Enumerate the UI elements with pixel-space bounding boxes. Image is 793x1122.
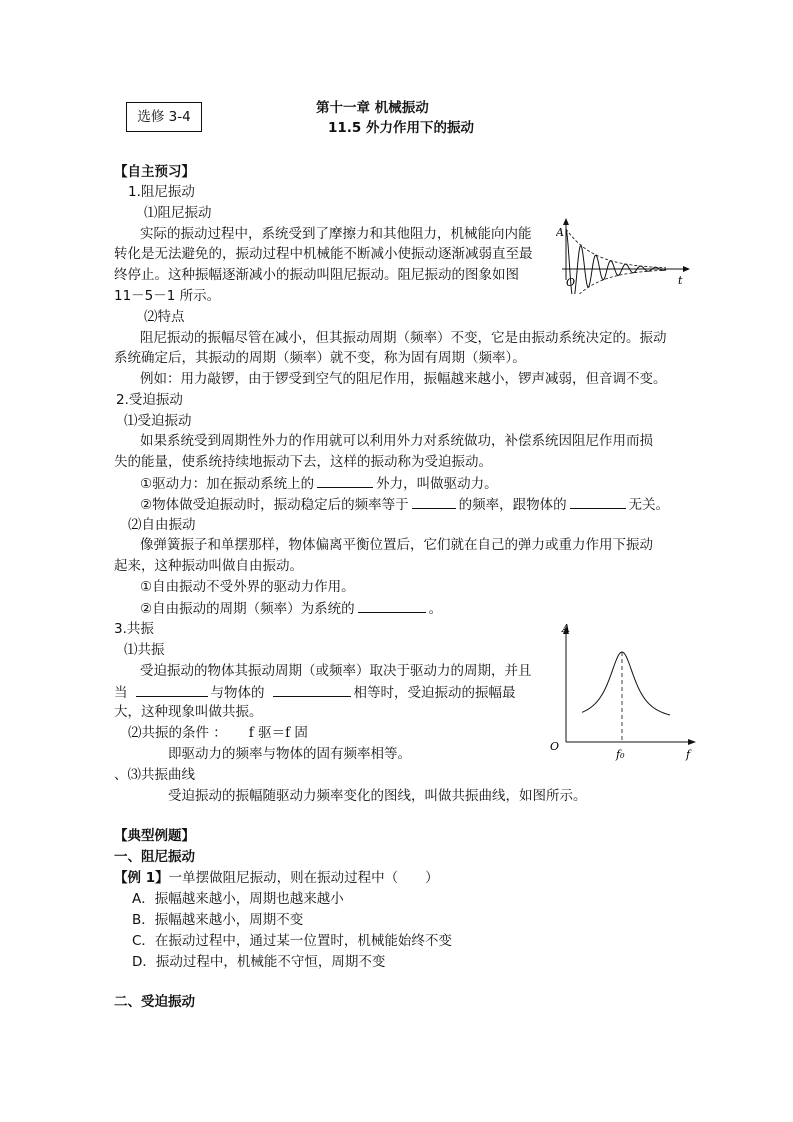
subsection-heading: ⑵共振的条件 ： f 驱＝f 固 [128, 725, 308, 741]
paragraph-line: 如果系统受到周期性外力的作用就可以利用外力对系统做功，补偿系统因阻尼作用而损 [140, 433, 653, 449]
subsection-heading: ⑵自由振动 [128, 517, 196, 533]
paragraph-line: 受迫振动的物体其振动周期（或频率）取决于驱动力的周期，并且 [140, 663, 532, 679]
damped-wave-curve [566, 229, 666, 294]
paragraph-line: 大，这种现象叫做共振。 [114, 704, 263, 720]
x-axis-arrow-icon [688, 739, 696, 745]
section-2-heading: 2.受迫振动 [116, 392, 183, 408]
example-subheading: 二、受迫振动 [114, 994, 195, 1010]
chapter-title: 第十一章 机械振动 [316, 100, 429, 116]
option-d[interactable]: D．振动过程中，机械能不守恒，周期不变 [132, 954, 386, 970]
answer-blank[interactable] [136, 682, 208, 697]
paragraph-line: 转化是无法避免的，振动过程中机械能不断减小使振动逐渐减弱直至最 [114, 246, 533, 262]
option-a[interactable]: A．振幅越来越小，周期也越来越小 [132, 891, 344, 907]
question-label: 【例 1】 [114, 870, 169, 886]
paragraph-line: 阻尼振动的振幅尽管在减小，但其振动周期（频率）不变，它是由振动系统决定的。振动 [140, 330, 667, 346]
paragraph-line: 系统确定后，其振动的周期（频率）就不变，称为固有周期（频率）。 [114, 350, 526, 366]
paragraph-line: 11－5－1 所示。 [114, 288, 221, 304]
envelope-upper [566, 229, 666, 268]
paragraph-line: 终停止。这种振幅逐渐减小的振动叫阻尼振动。阻尼振动的图象如图 [114, 267, 519, 283]
paragraph-line: 起来，这种振动叫做自由振动。 [114, 558, 303, 574]
section-1-heading: 1.阻尼振动 [128, 184, 195, 200]
y-axis-label: A [556, 226, 564, 239]
section-title: 11.5 外力作用下的振动 [328, 120, 475, 136]
fill-in-item: ①驱动力：加在振动系统上的 外力，叫做驱动力。 [140, 473, 498, 494]
x-axis-label: f [686, 748, 691, 761]
option-b[interactable]: B．振幅越来越小，周期不变 [132, 912, 304, 928]
question [114, 868, 439, 888]
answer-blank[interactable] [570, 494, 626, 509]
subsection-heading: ⑴阻尼振动 [144, 205, 212, 221]
subsection-heading: ⑴受迫振动 [124, 413, 192, 429]
preview-heading: 【自主预习】 [114, 164, 195, 180]
origin-label: O [550, 740, 560, 753]
subsection-heading: ⑴共振 [124, 642, 165, 658]
paragraph-line: 失的能量，使系统持续地振动下去，这样的振动称为受迫振动。 [114, 454, 492, 470]
answer-blank[interactable] [317, 473, 373, 488]
paragraph-line: 即驱动力的频率与物体的固有频率相等。 [168, 746, 411, 762]
x-axis-arrow-icon [683, 266, 690, 272]
origin-label: O [566, 276, 576, 289]
answer-blank[interactable] [412, 494, 456, 509]
option-c[interactable]: C．在振动过程中，通过某一位置时，机械能始终不变 [132, 933, 452, 949]
natural-frequency-label: f₀ [616, 748, 625, 761]
list-item: ①自由振动不受外界的驱动力作用。 [140, 579, 355, 595]
paragraph-line: 像弹簧振子和单摆那样，物体偏离平衡位置后，它们就在自己的弹力或重力作用下振动 [140, 537, 653, 553]
resonance-curve [582, 652, 670, 715]
paragraph-line: 例如：用力敲锣，由于锣受到空气的阻尼作用，振幅越来越小，锣声减弱，但音调不变。 [140, 371, 667, 387]
elective-badge: 选修 3-4 [126, 102, 202, 132]
answer-blank[interactable] [273, 682, 351, 697]
section-3-heading: 3.共振 [114, 621, 154, 637]
paragraph-line: 实际的振动过程中，系统受到了摩擦力和其他阻力，机械能向内能 [140, 226, 532, 242]
x-axis-label: t [678, 274, 683, 287]
question-text: 一单摆做阻尼振动，则在振动过程中（ ） [168, 870, 439, 886]
y-axis-label: A [562, 622, 570, 635]
fill-in-item: 当 与物体的 相等时，受迫振动的振幅最 [114, 682, 516, 703]
fill-in-item: ②物体做受迫振动时，振动稳定后的频率等于 的频率，跟物体的 无关。 [140, 494, 669, 515]
resonance-curve-figure [546, 618, 702, 762]
paragraph-line: 受迫振动的振幅随驱动力频率变化的图线，叫做共振曲线，如图所示。 [168, 788, 587, 804]
examples-heading: 【典型例题】 [114, 828, 195, 844]
answer-blank[interactable] [358, 598, 426, 613]
fill-in-item: ②自由振动的周期（频率）为系统的 。 [140, 598, 442, 619]
y-axis-arrow-icon [563, 218, 569, 225]
subsection-heading: ⑵特点 [144, 309, 185, 325]
example-subheading: 一、阻尼振动 [114, 849, 195, 865]
subsection-heading: 、⑶共振曲线 [114, 767, 195, 783]
damped-oscillation-figure [556, 214, 696, 294]
resonance-condition-formula: f 驱＝f 固 [248, 725, 308, 741]
